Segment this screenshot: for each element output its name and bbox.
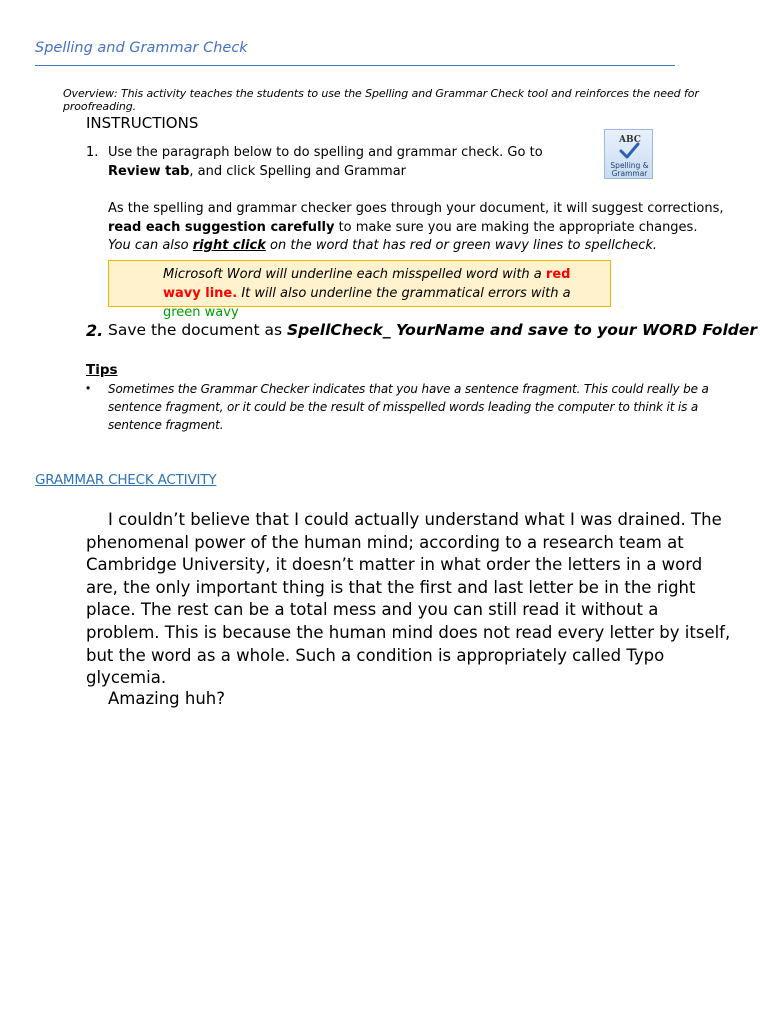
- tips-heading: Tips: [86, 362, 118, 378]
- instructions-heading: INSTRUCTIONS: [86, 114, 199, 132]
- note-part-3: It will also underline the grammatical errors with a: [237, 286, 571, 301]
- note-part-1: Microsoft Word will underline each misspelled word with a: [163, 267, 546, 282]
- note-box: [108, 260, 611, 320]
- step-2-text-a: Save the document as: [108, 321, 287, 339]
- step-1-text: [108, 143, 598, 181]
- overview-text: Overview: This activity teaches the students to use the Spelling and Grammar Check tool and reinforces the need for proofreading.: [63, 87, 699, 113]
- tips-bullet: •: [86, 381, 91, 395]
- caption-line-1: Spelling &: [610, 161, 649, 170]
- spelling-grammar-button[interactable]: [604, 129, 653, 179]
- checker-paragraph-part-1: As the spelling and grammar checker goes through your document, it will suggest corrections,: [108, 201, 724, 216]
- checker-paragraph-line-1: [108, 200, 728, 237]
- step-1-text-c: , and click Spelling and Grammar: [189, 164, 407, 179]
- review-tab-label: Review tab: [108, 164, 190, 179]
- checker-paragraph-part-3: to make sure you are making the appropriate changes.: [334, 219, 698, 235]
- green-wavy-text: green wavy: [163, 305, 239, 320]
- red-wavy-text: red wavy line.: [163, 267, 571, 301]
- tips-text: Sometimes the Grammar Checker indicates that you have a sentence fragment. This could really be a sentence fragment, or it could be the result of misspelled words leading the computer to think it is a sentence fragment.: [108, 382, 709, 432]
- step-2-text: [108, 321, 757, 339]
- step-1-number: 1.: [86, 145, 99, 160]
- caption-line-2: Grammar: [611, 169, 648, 178]
- checker-paragraph: [108, 200, 728, 256]
- step-1-text-a: Use the paragraph below to do spelling and grammar check. Go to: [108, 145, 543, 160]
- read-carefully-text: read each suggestion carefully: [108, 219, 335, 235]
- right-click-line-c: on the word that has red or green wavy lines to spellcheck.: [265, 238, 658, 253]
- activity-paragraph: I couldn’t believe that I could actually understand what I was drained. The phenomenal power of the human mind; according to a research team at Cambridge University, it doesn’t matter in what order the letters in a word are, the only important thing is that the first and last letter be in the right place. The rest can be a total mess and you can still read it without a problem. This is because the human mind does not read every letter by itself, but the word as a whole. Such a condition is appropriately called Typo glycemia.: [86, 510, 731, 688]
- step-2-number: 2.: [86, 321, 104, 340]
- right-click-line: [108, 237, 728, 256]
- document-title: Spelling and Grammar Check: [35, 40, 248, 56]
- spelling-grammar-icon: [618, 142, 640, 160]
- activity-heading[interactable]: GRAMMAR CHECK ACTIVITY: [35, 472, 217, 488]
- spelling-grammar-caption: [607, 162, 652, 178]
- save-filename-text: SpellCheck_ YourName and save to your WORD Folder: [286, 321, 758, 339]
- abc-glyph: ABC: [619, 135, 641, 145]
- right-click-text: right click: [192, 238, 266, 253]
- note-text: [163, 265, 603, 322]
- closing-line: Amazing huh?: [108, 689, 226, 708]
- title-divider: [35, 65, 675, 66]
- right-click-line-a: You can also: [108, 238, 193, 253]
